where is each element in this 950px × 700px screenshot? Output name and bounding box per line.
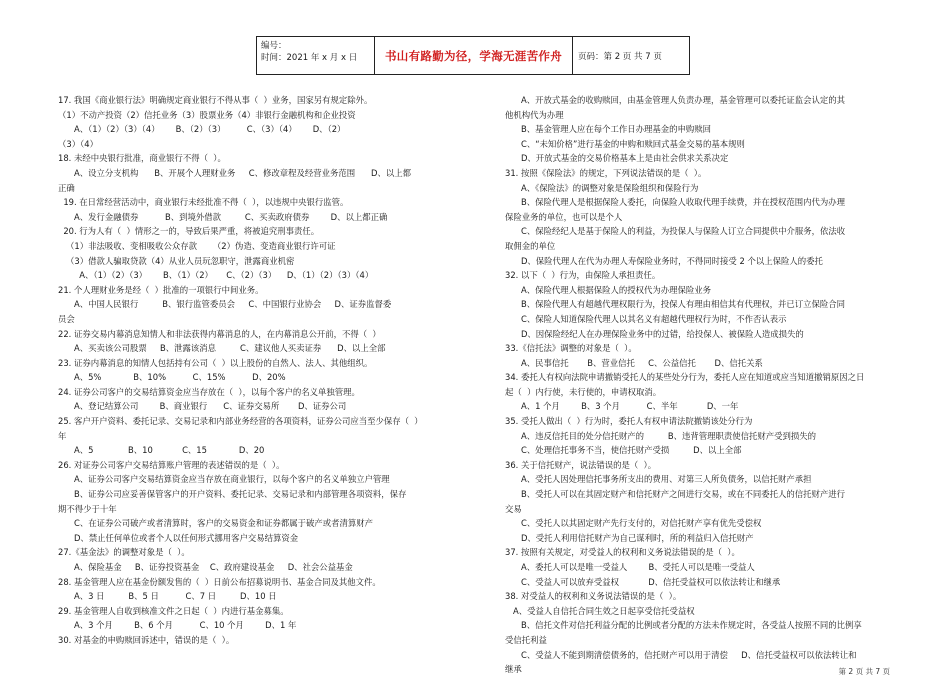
text-line: D、因保险经纪人在办理保险业务中的过错，给投保人、被保险人造成损失的 [505, 328, 804, 339]
text-line: （1）不动产投资（2）信托业务（3）股票业务（4）非银行金融机构和企业投资 [58, 109, 356, 120]
text-line: 30. 对基金的申购赎回诉述中，错误的是（ ）。 [58, 634, 235, 645]
document-header [256, 36, 690, 75]
text-line: 25. 客户开户资料、委托记录、交易记录和内部业务经营的各项资料，证券公司应当至少保存（ ） [58, 416, 423, 427]
header-number: 编号： [261, 41, 287, 51]
text-line: 保险业务的单位，也可以是个人 [505, 211, 623, 222]
text-line: B、受托人可以在其固定财产和信托财产之间进行交易，或在不同委托人的信托财产进行 [505, 489, 845, 500]
text-line: A、1 个月 B、3 个月 C、半年 D、一年 [505, 401, 739, 412]
text-line: A、开放式基金的收购赎回，由基金管理人负责办理，基金管理可以委托证监会认定的其 [505, 95, 845, 105]
text-line: 20. 行为人有（ ）情形之一的，导致后果严重，将被追究刑事责任。 [58, 226, 320, 237]
text-line: （3）借款人骗取贷款（4）从业人员玩忽职守，泄露商业机密 [58, 255, 295, 266]
text-line: 17. 我国《商业银行法》明确规定商业银行不得从事（ ）业务，国家另有规定除外。 [58, 95, 373, 105]
text-line: B、证券公司应妥善保管客户的开户资料、委托记录、交易记录和内部管理各项资料，保存 [58, 489, 407, 500]
text-line: 18. 未经中央银行批准，商业银行不得（ ）。 [58, 153, 226, 164]
left-column [58, 93, 474, 648]
text-line: 员会 [58, 313, 75, 324]
text-line: 24. 证券公司客户的交易结算资金应当存放在（ ），以每个客户的名义单独管理。 [58, 386, 360, 397]
text-line: 31. 按照《保险法》的规定，下列说法错误的是（ ）。 [505, 167, 707, 178]
right-column [505, 93, 905, 677]
text-line: 34. 委托人有权向法院申请撤销受托人的某些处分行为，委托人应在知道或应当知道撤销原因之日 [505, 372, 865, 383]
header-time: 时间：2021 年 x 月 x 日 [261, 53, 358, 63]
text-line: C、受益人可以放弃受益权 D、信托受益权可以依法转让和继承 [505, 576, 781, 587]
text-line: A、（1）（2）（3）（4） B、（2）（3） C、（3）（4） D、（2） [58, 124, 346, 135]
text-line: 38. 对受益人的权利和义务说法错误的是（ ）。 [505, 591, 682, 602]
text-line: D、受托人利用信托财产为自己谋利时，所的利益归入信托财产 [505, 532, 754, 543]
text-line: B、信托文件对信托利益分配的比例或者分配的方法未作规定时，各受益人按照不同的比例享 [505, 620, 862, 631]
text-line: 36. 关于信托财产，说法错误的是（ ）。 [505, 459, 657, 470]
text-line: A、受托人因处理信托事务所支出的费用、对第三人所负债务，以信托财产承担 [505, 474, 812, 485]
text-line: A、设立分支机构 B、开展个人理财业务 C、修改章程及经营业务范围 D、以上都 [58, 167, 411, 178]
text-line: B、保险代理人有超越代理权限行为，投保人有理由相信其有代理权，并已订立保险合同 [505, 299, 845, 310]
header-meta [256, 37, 374, 74]
text-line: B、保险代理人是根据保险人委托，向保险人收取代理手续费，并在授权范围内代为办理 [505, 197, 845, 208]
text-line: A、证券公司客户交易结算资金应当存放在商业银行，以每个客户的名义单独立户管理 [58, 474, 390, 485]
text-line: 27.《基金法》的调整对象是（ ）。 [58, 547, 190, 558]
text-line: C、保险经纪人是基于保险人的利益，为投保人与保险人订立合同提供中介服务，依法收 [505, 226, 846, 237]
text-line: A、《保险法》的调整对象是保险组织和保险行为 [505, 182, 699, 193]
text-line: D、保险代理人在代为办理人寿保险业务时，不得同时接受 2 个以上保险人的委托 [505, 255, 823, 266]
text-line: C、保险人知道保险代理人以其名义有超越代理权行为时，不作否认表示 [505, 313, 787, 324]
text-line: 22. 证券交易内幕消息知情人和非法获得内幕消息的人，在内幕消息公开前，不得（ ） [58, 328, 381, 339]
text-line: 28. 基金管理人应在基金份额发售的（ ）日前公布招募说明书、基金合同及其他文件。 [58, 576, 381, 587]
text-line: 交易 [505, 503, 522, 514]
text-line: （3）（4） [58, 138, 98, 149]
text-line: A、发行金融债券 B、到境外借款 C、买卖政府债券 D、以上都正确 [58, 211, 388, 222]
text-line: A、买卖该公司股票 B、泄露该消息 C、建议他人买卖证券 D、以上全部 [58, 343, 386, 354]
text-line: A、5 B、10 C、15 D、20 [58, 445, 265, 456]
text-line: A、3 个月 B、6 个月 C、10 个月 D、1 年 [58, 620, 297, 631]
header-motto: 书山有路勤为径，学海无涯苦作舟 [374, 37, 572, 74]
text-line: 取佣金的单位 [505, 240, 556, 251]
text-line: A、保险基金 B、证券投资基金 C、政府建设基金 D、社会公益基金 [58, 562, 353, 572]
text-line: A、保险代理人根据保险人的授权代为办理保险业务 [505, 284, 711, 295]
text-line: 21. 个人理财业务是经（ ）批准的一项银行中间业务。 [58, 284, 264, 295]
text-line: A、受益人自信托合同生效之日起享受信托受益权 [505, 605, 695, 616]
text-line: D、开放式基金的交易价格基本上是由社会供求关系决定 [505, 153, 729, 164]
text-line: A、3 日 B、5 日 C、7 日 D、10 日 [58, 591, 277, 602]
text-line: C、处理信托事务不当，使信托财产受损 D、以上全部 [505, 445, 742, 456]
text-line: C、“未知价格”进行基金的申购和赎回式基金交易的基本规则 [505, 138, 745, 149]
text-line: C、受益人不能到期清偿债务的，信托财产可以用于清偿 D、信托受益权可以依法转让和 [505, 649, 857, 660]
text-line: A、5% B、10% C、15% D、20% [58, 372, 286, 383]
text-line: D、禁止任何单位或者个人以任何形式挪用客户交易结算资金 [58, 532, 299, 543]
text-line: 起（ ）内行使，未行使的，申请权取消。 [505, 386, 662, 397]
text-line: 继承 [505, 664, 522, 675]
text-line: 他机构代为办理 [505, 109, 564, 120]
header-page-number: 页码：第 2 页 共 7 页 [572, 37, 690, 74]
page-footer: 第 2 页 共 7 页 [838, 667, 890, 676]
text-line: A、登记结算公司 B、商业银行 C、证券交易所 D、证券公司 [58, 401, 347, 412]
text-line: 29. 基金管理人自收到核准文件之日起（ ）内进行基金募集。 [58, 605, 289, 616]
text-line: 33.《信托法》调整的对象是（ ）。 [505, 343, 637, 354]
text-line: （1）非法吸收、变相吸收公众存款 （2）伪造、变造商业银行许可证 [58, 240, 336, 251]
text-line: 年 [58, 430, 67, 441]
text-line: A、民事信托 B、营业信托 C、公益信托 D、信托关系 [505, 357, 763, 368]
text-line: 23. 证券内幕消息的知情人包括持有公司（ ）以上股份的自然人、法人、其他组织。 [58, 357, 373, 368]
text-line: A、中国人民银行 B、银行监管委员会 C、中国银行业协会 D、证券监督委 [58, 299, 392, 310]
text-line: 19. 在日常经营活动中，商业银行未经批准不得（ ），以违规中央银行监管。 [58, 197, 349, 208]
text-line: 受信托利益 [505, 634, 547, 645]
text-line: A、委托人可以是唯一受益人 B、受托人可以是唯一受益人 [505, 562, 755, 572]
text-line: C、在证券公司破产或者清算时，客户的交易资金和证券都属于破产或者清算财产 [58, 518, 373, 529]
text-line: C、受托人以其固定财产先行支付的，对信托财产享有优先受偿权 [505, 518, 762, 529]
text-line: 32. 以下（ ）行为，由保险人承担责任。 [505, 270, 661, 281]
text-line: 26. 对证券公司客户交易结算账户管理的表述错误的是（ ）。 [58, 459, 285, 470]
text-line: A、（1）（2）（3） B、（1）（2） C、（2）（3） D、（1）（2）（3）（4） [58, 270, 374, 281]
text-line: 期不得少于十年 [58, 503, 117, 514]
text-line: 37. 按照有关规定，对受益人的权利和义务说法错误的是（ ）。 [505, 547, 740, 558]
text-line: B、基金管理人应在每个工作日办理基金的申购赎回 [505, 124, 711, 135]
text-line: 正确 [58, 182, 75, 193]
text-line: A、违反信托目的处分信托财产的 B、违背管理职责使信托财产受到损失的 [505, 430, 817, 441]
text-line: 35. 受托人做出（ ）行为时，委托人有权申请法院撤销该处分行为 [505, 416, 753, 427]
